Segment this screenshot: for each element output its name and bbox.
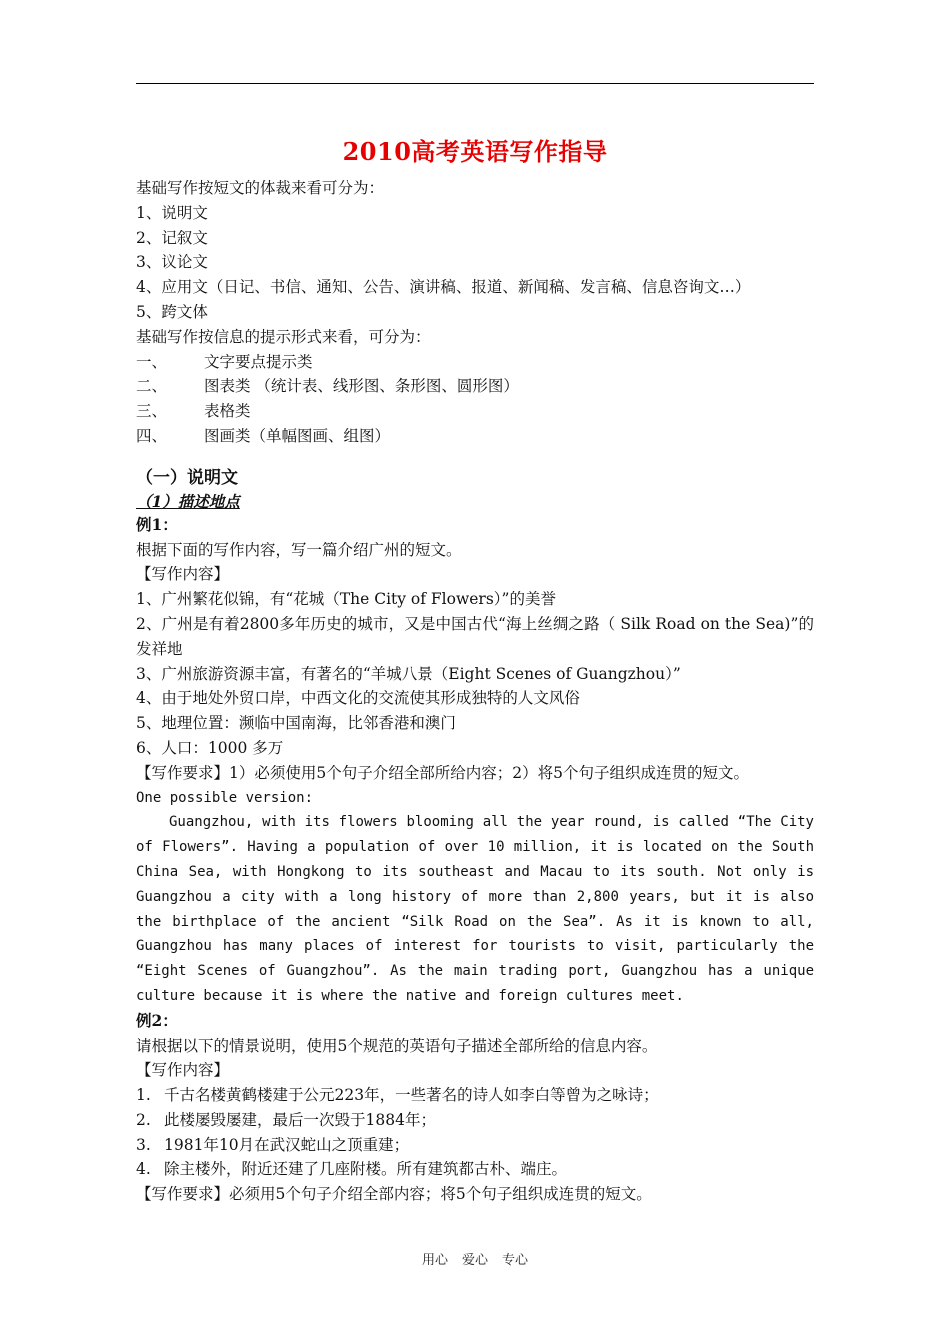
example-label: 例2： xyxy=(136,1010,178,1030)
content-item xyxy=(136,1157,814,1182)
content-item: 1、广州繁花似锦，有“花城（The City of Flowers）”的美誉 xyxy=(136,590,556,609)
genre-item: 1、说明文 xyxy=(136,203,208,222)
section-heading: （一）说明文 xyxy=(136,467,238,488)
form-text: 图画类（单幅图画、组图） xyxy=(204,426,391,445)
item-text: 除主楼外，附近还建了几座附楼。所有建筑都古朴、端庄。 xyxy=(164,1160,568,1179)
example-label: 例1： xyxy=(136,514,178,534)
content-item: 2、广州是有着2800多年历史的城市，又是中国古代“海上丝绸之路（ Silk Road on the Sea)”的发祥地 xyxy=(136,614,814,658)
form-text: 图表类 （统计表、线形图、条形图、圆形图） xyxy=(204,377,519,396)
genre-item: 2、记叙文 xyxy=(136,228,208,247)
header-rule xyxy=(136,83,814,84)
form-list xyxy=(136,350,814,449)
content-item xyxy=(136,1083,814,1108)
form-item xyxy=(136,350,814,375)
version-label: One possible version: xyxy=(136,789,314,806)
document-body xyxy=(136,176,814,1207)
form-num: 四、 xyxy=(136,426,168,445)
item-num: 3. xyxy=(136,1135,151,1154)
content-heading: 【写作内容】 xyxy=(136,565,230,584)
footer-word: 用心 xyxy=(421,1253,448,1268)
writing-requirement: 【写作要求】1）必须使用5个句子介绍全部所给内容；2）将5个句子组织成连贯的短文。 xyxy=(136,763,749,782)
item-text: 此楼屡毁屡建，最后一次毁于1884年； xyxy=(164,1110,436,1129)
essay-text: Guangzhou, with its flowers blooming all the year round, is called “The City of Flowers”. Having a population of over 10 million, it is located on the South China Sea, with Hongkong to its southeast and Macau to its south. Not only is Guangzhou a city with a long history of more than 2,800 years, but it is also the birthplace of the ancient “Silk Road on the Sea”. As it is known to all, Guangzhou has many places of interest for tourists to visit, particularly the “Eight Scenes of Guangzhou”. As the main trading port, Guangzhou has a unique culture because it is where the native and foreign cultures meet. xyxy=(136,814,814,1004)
content-item: 5、地理位置：濒临中国南海，比邻香港和澳门 xyxy=(136,714,456,733)
intro-genres: 基础写作按短文的体裁来看可分为： xyxy=(136,179,385,197)
genre-list xyxy=(136,201,814,325)
example-task: 根据下面的写作内容，写一篇介绍广州的短文。 xyxy=(136,540,462,559)
form-num: 一、 xyxy=(136,352,168,371)
item-num: 4. xyxy=(136,1160,151,1179)
model-essay xyxy=(136,810,814,1008)
item-text: 1981年10月在武汉蛇山之顶重建； xyxy=(164,1135,410,1154)
form-text: 文字要点提示类 xyxy=(204,352,313,371)
item-num: 1. xyxy=(136,1086,151,1105)
form-num: 三、 xyxy=(136,402,168,421)
writing-requirement: 【写作要求】必须用5个句子介绍全部内容；将5个句子组织成连贯的短文。 xyxy=(136,1185,652,1204)
item-num: 2. xyxy=(136,1110,151,1129)
example-task: 请根据以下的情景说明，使用5个规范的英语句子描述全部所给的信息内容。 xyxy=(136,1036,658,1055)
page-title: 2010高考英语写作指导 xyxy=(342,137,608,166)
form-item xyxy=(136,424,814,449)
form-text: 表格类 xyxy=(204,402,251,421)
content-item xyxy=(136,1108,814,1133)
form-item xyxy=(136,374,814,399)
content-item: 6、人口：1000 多万 xyxy=(136,738,284,757)
content-item: 4、由于地处外贸口岸，中西文化的交流使其形成独特的人文风俗 xyxy=(136,689,580,708)
content-heading: 【写作内容】 xyxy=(136,1061,230,1080)
form-item xyxy=(136,399,814,424)
content-item: 3、广州旅游资源丰富，有著名的“羊城八景（Eight Scenes of Guangzhou）” xyxy=(136,664,681,683)
genre-item: 5、跨文体 xyxy=(136,302,208,321)
genre-item: 3、议论文 xyxy=(136,253,208,272)
footer-word: 爱心 xyxy=(461,1253,488,1268)
content-item xyxy=(136,1133,814,1158)
form-num: 二、 xyxy=(136,377,168,396)
page-footer xyxy=(0,1249,950,1268)
footer-word: 专心 xyxy=(502,1253,529,1268)
subsection-heading: （1）描述地点 xyxy=(136,491,240,511)
genre-item: 4、应用文（日记、书信、通知、公告、演讲稿、报道、新闻稿、发言稿、信息咨询文…） xyxy=(136,278,751,297)
item-text: 千古名楼黄鹤楼建于公元223年，一些著名的诗人如李白等曾为之咏诗； xyxy=(164,1086,659,1105)
intro-forms: 基础写作按信息的提示形式来看，可分为： xyxy=(136,327,431,346)
